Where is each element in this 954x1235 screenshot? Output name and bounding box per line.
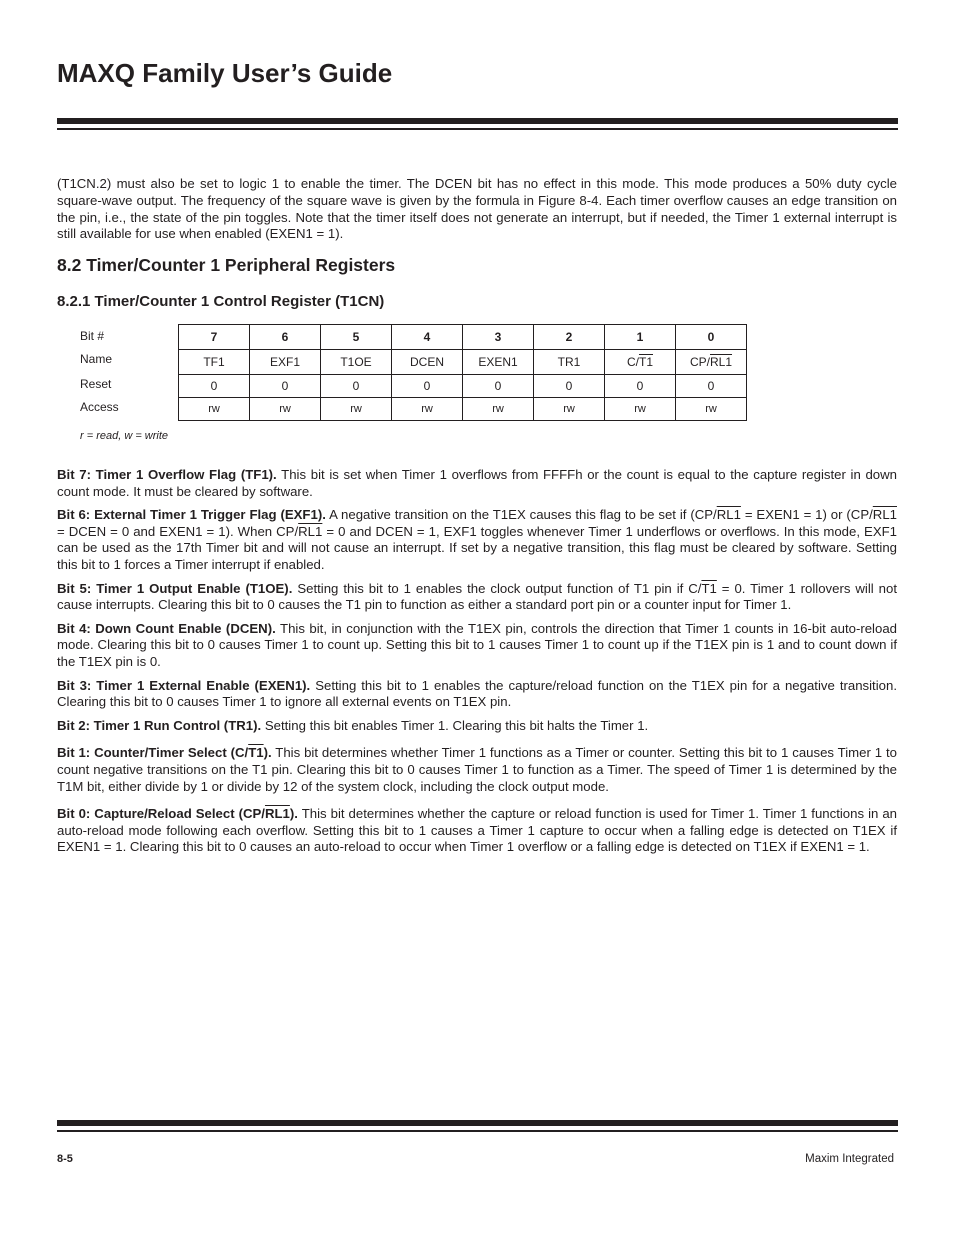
- name-cell: T1OE: [321, 350, 392, 375]
- bit-cell: 4: [392, 325, 463, 350]
- access-cell: rw: [250, 398, 321, 421]
- bit-2-text: Setting this bit enables Timer 1. Clearing this bit halts the Timer 1.: [264, 717, 649, 733]
- footer-rule-thin: [57, 1130, 898, 1132]
- access-cell: rw: [463, 398, 534, 421]
- bit-descriptions: [57, 467, 897, 863]
- access-cell: rw: [605, 398, 676, 421]
- bit-3-text: Setting this bit to 1 enables the capture/reload function on the T1EX pin for a negative transition. Clearing this bit to 0 causes Timer 1 to ignore all external events on T1EX pin.: [57, 677, 897, 710]
- header-rule-thin: [57, 128, 898, 130]
- reset-cell: 0: [676, 375, 747, 398]
- bit-3-label: Bit 3: Timer 1 External Enable (EXEN1).: [57, 677, 311, 693]
- access-cell: rw: [321, 398, 392, 421]
- bit-cell: 0: [676, 325, 747, 350]
- bit-cell: 5: [321, 325, 392, 350]
- bit-5-label: Bit 5: Timer 1 Output Enable (T1OE).: [57, 580, 293, 596]
- reset-row: [179, 375, 747, 398]
- row-label-access: Access: [80, 400, 119, 414]
- name-cell: C/T1: [605, 350, 676, 375]
- row-label-bit: Bit #: [80, 329, 105, 343]
- footer-rule-thick: [57, 1120, 898, 1126]
- bit-3-description: [57, 678, 897, 711]
- reset-cell: 0: [250, 375, 321, 398]
- reset-cell: 0: [463, 375, 534, 398]
- bit-0-description: [57, 806, 897, 856]
- bit-1-description: [57, 745, 897, 795]
- access-cell: rw: [392, 398, 463, 421]
- name-cell: TR1: [534, 350, 605, 375]
- reset-cell: 0: [179, 375, 250, 398]
- name-cell: TF1: [179, 350, 250, 375]
- access-cell: rw: [534, 398, 605, 421]
- bit-0-text: This bit determines whether the capture or reload function is used for Timer 1. Timer 1 functions in an auto-reload mode following each overflow. Setting this bit to 1 causes a Timer 1 capture to occur when a falling edge is detected on T1EX if EXEN1 = 1. Clearing this bit to 0 causes an auto-reload to occur when Timer 1 overflow or a falling edge is detected on T1EX if EXEN1 = 1.: [57, 806, 897, 855]
- bit-cell: 7: [179, 325, 250, 350]
- name-cell: EXEN1: [463, 350, 534, 375]
- bit-4-label: Bit 4: Down Count Enable (DCEN).: [57, 620, 276, 636]
- bit-1-label: Bit 1: Counter/Timer Select (C/T1).: [57, 745, 272, 761]
- bit-5-description: [57, 581, 897, 614]
- row-label-name: Name: [80, 352, 113, 366]
- bit-number-row: [179, 325, 747, 350]
- name-cell: CP/RL1: [676, 350, 747, 375]
- bit-6-description: [57, 507, 897, 573]
- bit-6-label: Bit 6: External Timer 1 Trigger Flag (EXF1).: [57, 507, 326, 523]
- row-label-reset: Reset: [80, 377, 112, 391]
- company-name: Maxim Integrated: [805, 1153, 894, 1165]
- page-number: 8-5: [57, 1153, 73, 1165]
- bit-cell: 2: [534, 325, 605, 350]
- name-cell: DCEN: [392, 350, 463, 375]
- bit-4-text: This bit, in conjunction with the T1EX pin, controls the direction that Timer 1 counts in 16-bit auto-reload mode. Clearing this bit to 0 causes Timer 1 to count up. Setting this bit to 1 causes Timer 1 to count up if the T1EX pin is 1 and to count down if the T1EX pin is 0.: [57, 620, 897, 669]
- reset-cell: 0: [392, 375, 463, 398]
- subsection-heading: 8.2.1 Timer/Counter 1 Control Register (T1CN): [57, 293, 385, 310]
- header-rule-thick: [57, 118, 898, 124]
- bit-7-text: This bit is set when Timer 1 overflows from FFFFh or the count is equal to the capture register in down count mode. It must be cleared by software.: [57, 467, 897, 499]
- bit-cell: 6: [250, 325, 321, 350]
- reset-cell: 0: [534, 375, 605, 398]
- name-row: [179, 350, 747, 375]
- intro-paragraph: (T1CN.2) must also be set to logic 1 to enable the timer. The DCEN bit has no effect in this mode. This mode produces a 50% duty cycle square-wave output. The frequency of the square wave is given by the formula in Figure 8-4. Each timer overflow causes an edge transition on the pin, i.e., the state of the pin toggles. Note that the timer itself does not generate an interrupt, but if needed, the Timer 1 external interrupt is still available for use when enabled (EXEN1 = 1).: [57, 176, 897, 242]
- reset-cell: 0: [605, 375, 676, 398]
- bit-cell: 1: [605, 325, 676, 350]
- bit-5-text: Setting this bit to 1 enables the clock output function of T1 pin if C/T1 = 0. Timer 1 rollovers will not cause interrupts. Clearing this bit to 0 causes the T1 pin to function as either a standard port pin or a counter input for Timer 1.: [57, 580, 897, 613]
- access-legend: r = read, w = write: [80, 430, 169, 442]
- bit-1-text: This bit determines whether Timer 1 functions as a Timer or counter. Setting this bit to 1 causes Timer 1 to count negative transitions on the T1 pin. Clearing this bit to 0 causes Timer 1 to function as a Timer. The speed of Timer 1 is determined by the T1M bit, either divide by 1 or divide by 12 of the system clock, including the clock output mode.: [57, 745, 897, 794]
- access-row: [179, 398, 747, 421]
- bit-4-description: [57, 621, 897, 671]
- register-table: [178, 324, 747, 421]
- bit-6-text: A negative transition on the T1EX causes this flag to be set if (CP/RL1 = EXEN1 = 1) or (CP/RL1 = DCEN = 0 and EXEN1 = 1). When CP/RL1 = 0 and DCEN = 1, EXF1 toggles whenever Timer 1 underflows or overflows. In this mode, EXF1 can be used as the 17th Timer bit and will not cause an interrupt. If set by a negative transition, this flag must be cleared by software. Setting this bit to 1 forces a Timer interrupt if enabled.: [57, 507, 898, 572]
- name-cell: EXF1: [250, 350, 321, 375]
- access-cell: rw: [676, 398, 747, 421]
- section-heading: 8.2 Timer/Counter 1 Peripheral Registers: [57, 255, 396, 275]
- bit-cell: 3: [463, 325, 534, 350]
- reset-cell: 0: [321, 375, 392, 398]
- access-cell: rw: [179, 398, 250, 421]
- bit-2-label: Bit 2: Timer 1 Run Control (TR1).: [57, 717, 262, 733]
- bit-7-label: Bit 7: Timer 1 Overflow Flag (TF1).: [57, 467, 277, 482]
- page-title: MAXQ Family User’s Guide: [57, 58, 393, 88]
- bit-7-description: [57, 467, 897, 500]
- bit-0-label: Bit 0: Capture/Reload Select (CP/RL1).: [57, 806, 298, 822]
- bit-2-description: [57, 718, 897, 735]
